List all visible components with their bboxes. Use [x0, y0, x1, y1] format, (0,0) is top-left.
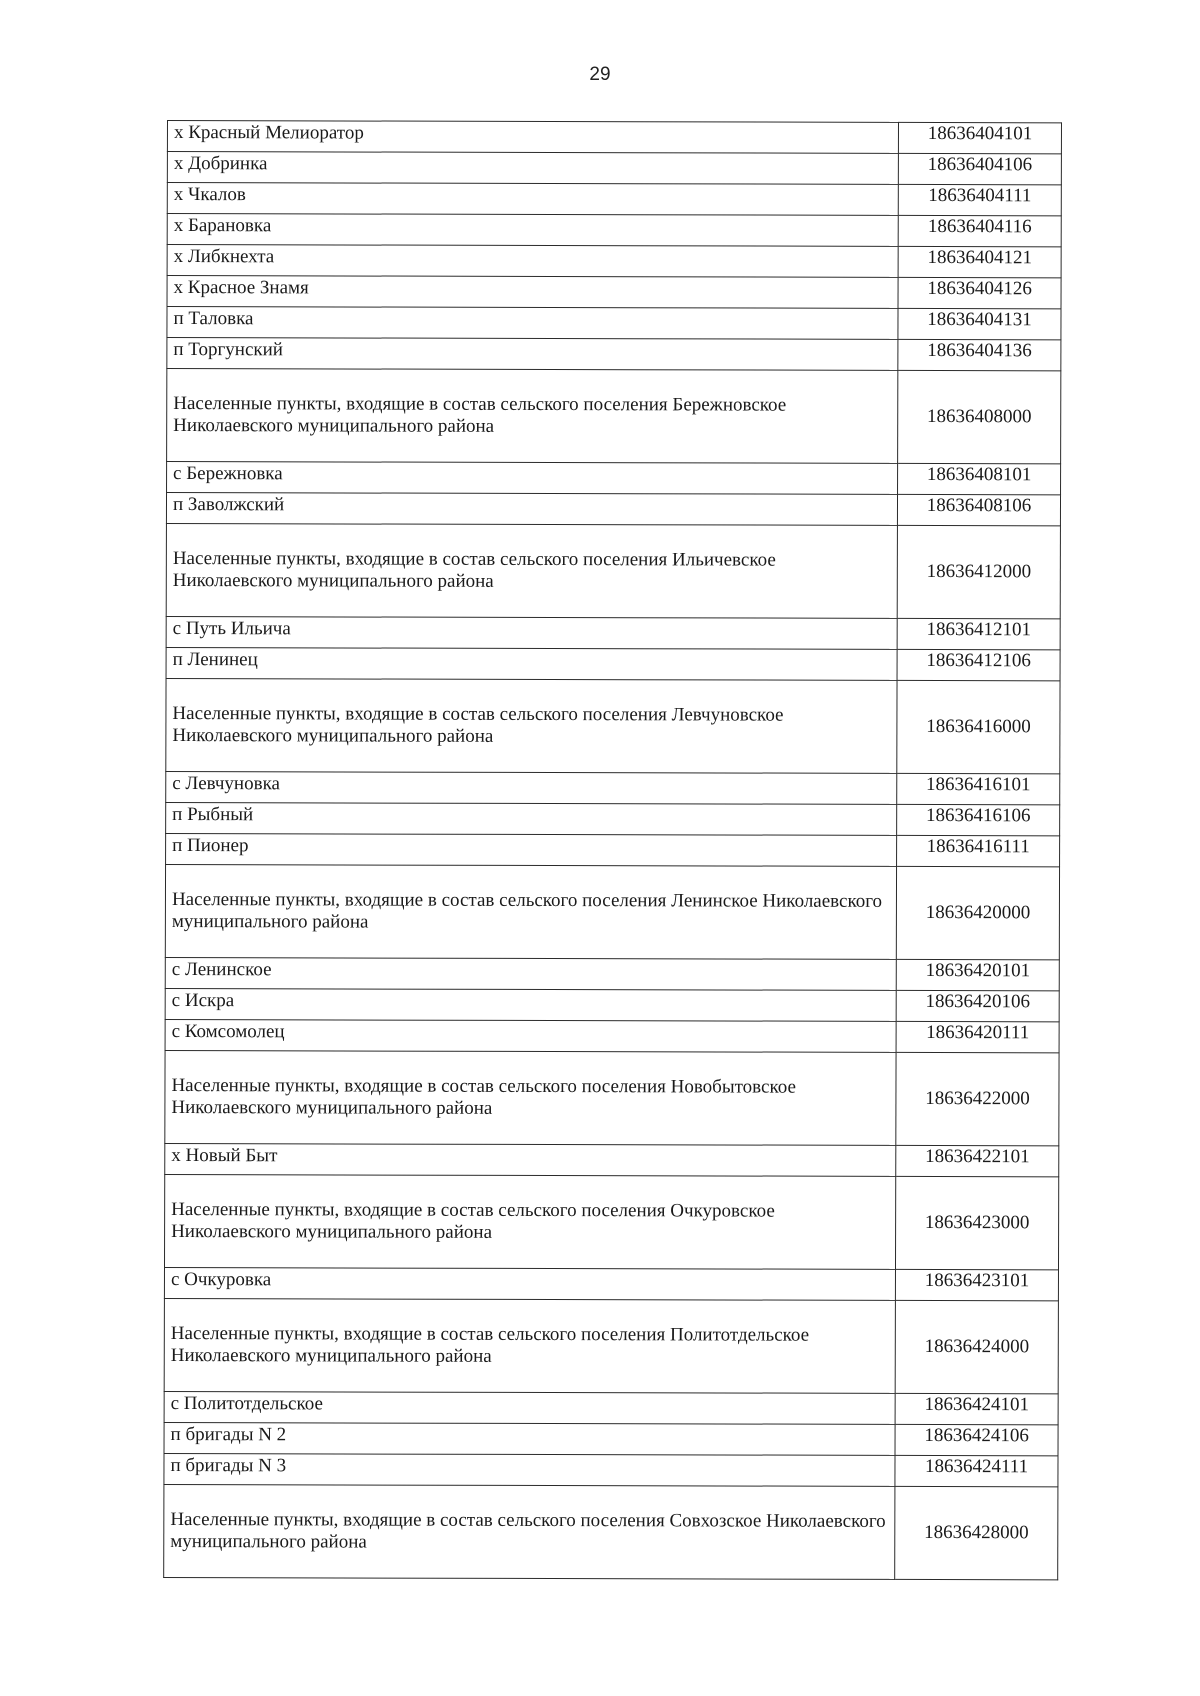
- settlement-row: [165, 988, 1059, 1021]
- settlement-row: [164, 1391, 1058, 1424]
- settlement-name-cell: х Красный Мелиоратор: [167, 121, 898, 154]
- settlement-row: [167, 121, 1061, 154]
- group-name-cell: Населенные пункты, входящие в состав сельского поселения Бережновское Николаевского муниципального района: [167, 369, 898, 464]
- group-name-cell: Населенные пункты, входящие в состав сельского поселения Политотдельское Николаевского муниципального района: [164, 1298, 895, 1393]
- settlement-group-row: [167, 369, 1061, 464]
- settlement-name-cell: х Либкнехта: [167, 245, 898, 278]
- page-number: 29: [589, 64, 611, 85]
- settlement-row: [166, 833, 1060, 866]
- settlement-name-cell: с Искра: [165, 988, 896, 1021]
- settlement-name-cell: х Добринка: [167, 152, 898, 185]
- settlement-code-cell: 18636404131: [898, 308, 1061, 339]
- settlement-name-cell: с Левчуновка: [166, 771, 897, 804]
- settlement-group-row: [164, 1484, 1058, 1579]
- settlement-name-cell: х Красное Знамя: [167, 276, 898, 309]
- settlement-code-cell: 18636420101: [896, 959, 1059, 990]
- settlement-group-row: [166, 523, 1060, 618]
- settlement-code-cell: 18636404121: [898, 246, 1061, 277]
- group-code-cell: 18636422000: [896, 1052, 1059, 1145]
- settlement-code-cell: 18636424101: [895, 1393, 1058, 1424]
- group-code-cell: 18636416000: [897, 680, 1060, 773]
- group-name-cell: Населенные пункты, входящие в состав сельского поселения Новобытовское Николаевского муниципального района: [165, 1050, 896, 1145]
- settlement-code-cell: 18636420106: [896, 990, 1059, 1021]
- settlement-row: [167, 462, 1061, 495]
- settlement-name-cell: с Путь Ильича: [166, 616, 897, 649]
- settlement-group-row: [164, 1298, 1058, 1393]
- settlement-row: [166, 616, 1060, 649]
- settlement-code-cell: 18636404126: [898, 277, 1061, 308]
- settlement-row: [164, 1422, 1058, 1455]
- settlement-code-cell: 18636416106: [897, 804, 1060, 835]
- settlement-name-cell: х Новый Быт: [165, 1143, 896, 1176]
- settlement-row: [164, 1267, 1058, 1300]
- group-name-cell: Населенные пункты, входящие в состав сельского поселения Ленинское Николаевского муниципального района: [165, 864, 896, 959]
- settlement-code-cell: 18636423101: [896, 1269, 1059, 1300]
- settlement-name-cell: п бригады N 3: [164, 1453, 895, 1486]
- settlement-row: [167, 307, 1061, 340]
- settlement-name-cell: п Рыбный: [166, 802, 897, 835]
- settlement-code-cell: 18636408106: [898, 494, 1061, 525]
- settlement-code-cell: 18636404136: [898, 339, 1061, 370]
- settlement-group-row: [165, 864, 1059, 959]
- settlement-row: [166, 802, 1060, 835]
- settlement-code-cell: 18636404111: [898, 184, 1061, 215]
- settlement-code-cell: 18636422101: [896, 1145, 1059, 1176]
- settlement-row: [167, 183, 1061, 216]
- settlement-code-cell: 18636424111: [895, 1455, 1058, 1486]
- settlement-row: [166, 647, 1060, 680]
- settlement-name-cell: с Очкуровка: [164, 1267, 895, 1300]
- settlement-name-cell: с Политотдельское: [164, 1391, 895, 1424]
- settlement-code-cell: 18636416111: [897, 835, 1060, 866]
- group-name-cell: Населенные пункты, входящие в состав сельского поселения Ильичевское Николаевского муниципального района: [166, 523, 897, 618]
- settlement-row: [167, 338, 1061, 371]
- settlement-name-cell: х Барановка: [167, 214, 898, 247]
- group-code-cell: 18636423000: [896, 1176, 1059, 1269]
- settlement-name-cell: с Комсомолец: [165, 1019, 896, 1052]
- settlement-code-cell: 18636408101: [898, 463, 1061, 494]
- group-code-cell: 18636424000: [895, 1300, 1058, 1393]
- settlement-row: [166, 493, 1060, 526]
- settlement-code-cell: 18636424106: [895, 1424, 1058, 1455]
- settlement-code-cell: 18636404106: [898, 153, 1061, 184]
- settlement-name-cell: п Торгунский: [167, 338, 898, 371]
- settlement-code-cell: 18636412101: [897, 618, 1060, 649]
- group-name-cell: Населенные пункты, входящие в состав сельского поселения Левчуновское Николаевского муниципального района: [166, 678, 897, 773]
- settlement-name-cell: с Ленинское: [165, 957, 896, 990]
- settlement-name-cell: х Чкалов: [167, 183, 898, 216]
- settlement-name-cell: п бригады N 2: [164, 1422, 895, 1455]
- settlement-code-cell: 18636416101: [897, 773, 1060, 804]
- group-name-cell: Населенные пункты, входящие в состав сельского поселения Очкуровское Николаевского муниципального района: [164, 1174, 895, 1269]
- settlement-group-row: [164, 1174, 1058, 1269]
- settlement-row: [167, 276, 1061, 309]
- settlement-row: [165, 1019, 1059, 1052]
- group-code-cell: 18636428000: [895, 1486, 1058, 1579]
- group-code-cell: 18636420000: [896, 866, 1059, 959]
- group-code-cell: 18636412000: [897, 525, 1060, 618]
- settlement-row: [167, 152, 1061, 185]
- settlement-row: [164, 1453, 1058, 1486]
- settlement-code-cell: 18636420111: [896, 1021, 1059, 1052]
- settlements-table-body: [164, 121, 1062, 1580]
- group-code-cell: 18636408000: [898, 370, 1061, 463]
- settlement-code-cell: 18636404116: [898, 215, 1061, 246]
- settlement-name-cell: п Ленинец: [166, 647, 897, 680]
- settlement-name-cell: п Заволжский: [166, 493, 897, 526]
- settlement-row: [166, 771, 1060, 804]
- settlement-code-cell: 18636404101: [899, 122, 1062, 153]
- settlement-row: [167, 214, 1061, 247]
- settlement-row: [167, 245, 1061, 278]
- settlement-name-cell: п Таловка: [167, 307, 898, 340]
- settlement-name-cell: с Бережновка: [167, 462, 898, 495]
- settlement-group-row: [165, 1050, 1059, 1145]
- settlement-row: [165, 1143, 1059, 1176]
- settlement-code-cell: 18636412106: [897, 649, 1060, 680]
- settlements-table: [163, 120, 1062, 1580]
- settlement-group-row: [166, 678, 1060, 773]
- settlement-name-cell: п Пионер: [166, 833, 897, 866]
- settlement-row: [165, 957, 1059, 990]
- group-name-cell: Населенные пункты, входящие в состав сельского поселения Совхозское Николаевского муниципального района: [164, 1484, 895, 1579]
